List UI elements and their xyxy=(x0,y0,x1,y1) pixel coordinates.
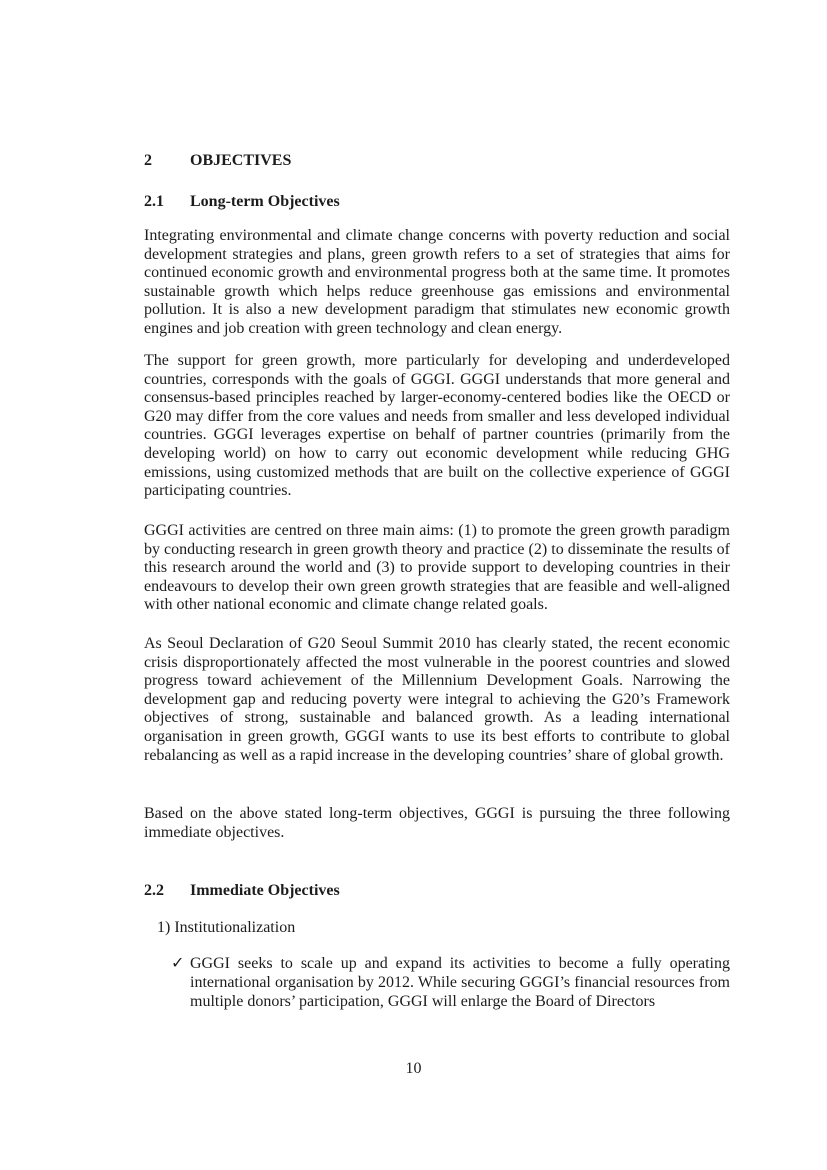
section-heading xyxy=(144,151,291,171)
checkmark-icon: ✓ xyxy=(171,955,185,972)
paragraph-three-aims: GGGI activities are centred on three main aims: (1) to promote the green growth paradigm by conducting research in green growth theory and practice (2) to disseminate the results of this research around the world and (3) to provide support to developing countries in their endeavours to develop their own green growth strategies that are feasible and well-aligned with other national economic and climate change related goals. xyxy=(144,522,730,614)
subsection-number: 2.2 xyxy=(144,882,164,899)
section-title: OBJECTIVES xyxy=(190,152,292,169)
paragraph-green-growth-definition: Integrating environmental and climate change concerns with poverty reduction and social development strategies and plans, green growth refers to a set of strategies that aims for continued economic growth and environmental progress both at the same time. It promotes sustainable growth which helps reduce greenhouse gas emissions and environmental pollution. It is also a new development paradigm that stimulates new economic growth engines and job creation with green technology and clean energy. xyxy=(144,227,730,337)
subsection-heading-long-term xyxy=(144,192,340,212)
paragraph-seoul-declaration: As Seoul Declaration of G20 Seoul Summit 2010 has clearly stated, the recent economic crisis disproportionately affected the most vulnerable in the poorest countries and slowed progress toward achievement of the Millennium Development Goals. Narrowing the development gap and reducing poverty were integral to achieving the G20’s Framework objectives of strong, sustainable and balanced growth. As a leading international organisation in green growth, GGGI wants to use its best efforts to contribute to global rebalancing as well as a rapid increase in the developing countries’ share of global growth. xyxy=(144,635,730,764)
subsection-number: 2.1 xyxy=(144,193,164,210)
list-item-text: GGGI seeks to scale up and expand its activities to become a fully operating international organisation by 2012. While securing GGGI’s financial resources from multiple donors’ participation, GGGI will enlarge the Board of Directors xyxy=(190,955,730,1011)
list-item-label: 1) Institutionalization xyxy=(157,919,296,936)
subsection-title: Immediate Objectives xyxy=(190,882,340,899)
paragraph-immediate-intro: Based on the above stated long-term objectives, GGGI is pursuing the three following immediate objectives. xyxy=(144,805,730,841)
paragraph-support-green-growth: The support for green growth, more particularly for developing and underdeveloped countries, corresponds with the goals of GGGI. GGGI understands that more general and consensus-based principles reached by larger-economy-centered bodies like the OECD or G20 may differ from the core values and needs from smaller and less developed individual countries. GGGI leverages expertise on behalf of partner countries (primarily from the developing world) on how to carry out economic development while reducing GHG emissions, using customized methods that are built on the collective experience of GGGI participating countries. xyxy=(144,352,730,500)
section-number: 2 xyxy=(144,152,152,169)
page-number: 10 xyxy=(405,1060,422,1077)
subsection-heading-immediate xyxy=(144,881,340,901)
subsection-title: Long-term Objectives xyxy=(190,193,340,210)
